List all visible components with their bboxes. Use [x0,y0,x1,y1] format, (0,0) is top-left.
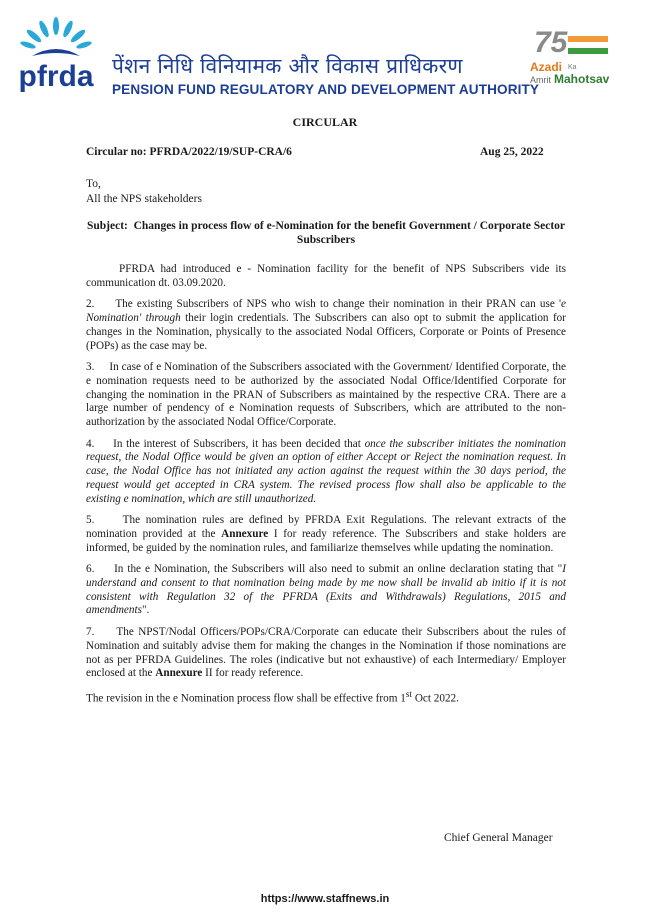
azadi-ka: Ka [568,64,577,71]
subject-label: Subject: [86,220,128,232]
azadi-mahotsav: Mahotsav [554,72,610,86]
azadi-75: 75 [534,26,568,59]
pfrda-logo [12,16,100,94]
signatory: Chief General Manager [444,832,553,844]
document-title: CIRCULAR [292,115,358,129]
org-name-hindi: पेंशन निधि विनियामक और विकास प्राधिकरण [112,54,463,78]
letterhead [0,0,650,108]
logo-wordmark: pfrda [18,60,94,93]
to-line: To, [86,178,101,190]
circular-body [86,263,566,714]
circular-number: Circular no: PFRDA/2022/19/SUP-CRA/6 [86,146,292,158]
azadi-amrit: Amrit [530,75,551,85]
addressee: All the NPS stakeholders [86,193,202,205]
footer-url: https://www.staffnews.in [260,893,390,905]
paragraph-4: 4. In the interest of Subscribers, it has been decided that once the subscriber initiates the nomination request, the Nodal Office would be given an option of either Accept or Reject the nomination request. In case, the Nodal Office has not initiated any action against the request within the 30 days period, the request would get accepted in CRA system. The revised process flow shall also be applicable to the existing e nomination, which are still unauthorized. [86,437,566,505]
addressee-block [86,177,202,207]
subject-text: Changes in process flow of e-Nomination for the benefit Government / Corporate Sector Subscribers [133,220,566,246]
circular-date: Aug 25, 2022 [480,146,544,158]
paragraph-7: 7. The NPST/Nodal Officers/POPs/CRA/Corporate can educate their Subscribers about the rules of Nomination and suitably advise them for making the changes in the Nomination if those nominations are not as per PFRDA Guidelines. The roles (indicative but not exhaustive) of each Intermediary/ Employer enclosed at the Annexure II for ready reference. [86,626,566,680]
org-name-english: PENSION FUND REGULATORY AND DEVELOPMENT AUTHORITY [112,82,540,97]
paragraph-6: 6. In the e Nomination, the Subscribers will also need to submit an online declaration stating that "I understand and consent to that nomination being made by me now shall be invalid ab initio if it is not consistent with Regulation 32 of the PFRDA (Exits and Withdrawals) Regulations, 2015 and amendments". [86,563,566,617]
paragraph-5: 5. The nomination rules are defined by PFRDA Exit Regulations. The relevant extracts of the nomination provided at the Annexure I for ready reference. The Subscribers and stake holders are informed, be guided by the nomination rules, and familiarize themselves while updating the nomination. [86,514,566,554]
paragraph-3: 3. In case of e Nomination of the Subscribers associated with the Government/ Identified Corporate, the e nomination requests need to be authorized by the associated Nodal Office/Identified Corporate for changing the nomination in the PRAN of Subscribers as maintained by the respective CRA. There are a large number of pendency of e Nomination requests of Subscribers, which are attributed to the non-authorization by the associated Nodal Office/Corporate. [86,361,566,429]
paragraph-8: The revision in the e Nomination process flow shall be effective from 1st Oct 2022. [86,689,459,705]
azadi-ka-amrit-mahotsav-logo [524,26,620,92]
subject-line [86,219,566,247]
paragraph-1: PFRDA had introduced e - Nomination facility for the benefit of NPS Subscribers vide its communication dt. 03.09.2020. [86,263,566,289]
tricolour-icon [568,36,608,54]
azadi-word: Azadi [530,60,563,74]
paragraph-2: 2. The existing Subscribers of NPS who wish to change their nomination in their PRAN can use 'e Nomination' through their login credentials. The Subscribers can also opt to submit the application for changes in the Nomination, physically to the associated Nodal Officers, Corporate or Points of Presence (POPs) as the case may be. [86,298,566,352]
